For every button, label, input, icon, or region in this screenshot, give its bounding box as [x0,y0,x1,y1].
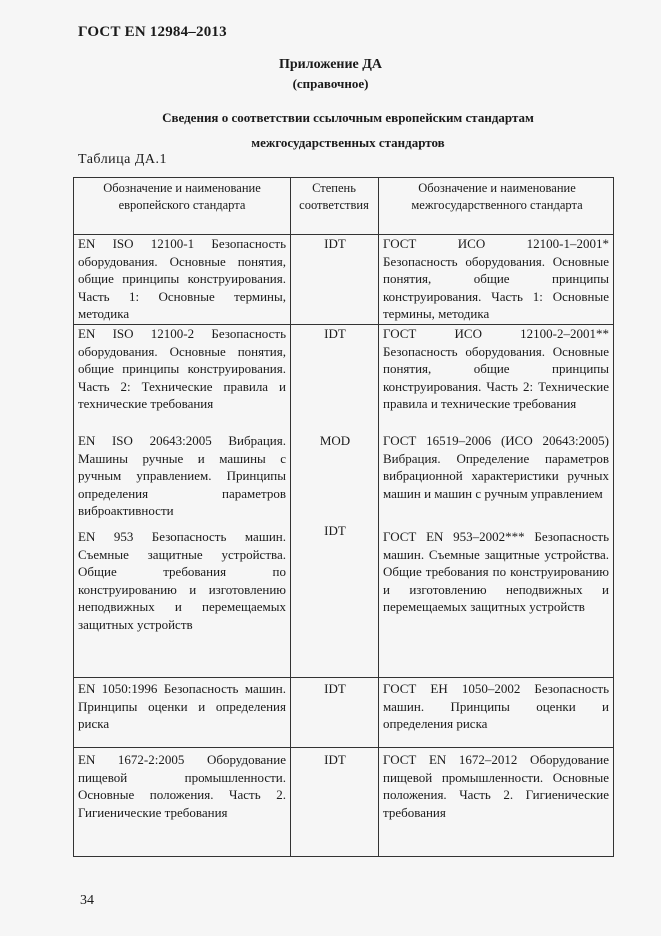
table-cell-degree: IDT [324,523,346,538]
table-cell-european: EN 1050:1996 Безопасность машин. Принципы оценки и определения риска [78,681,286,732]
column-header-interstate: Обозначение и наименование межгосударственного стандарта [411,181,583,212]
document-header: ГОСТ EN 12984–2013 [78,24,227,40]
table-cell-european: EN ISO 12100-2 Безопасность оборудования. Основные понятия, общие принципы конструирования. Часть 2: Технические правила и технические требования [78,326,286,412]
table-cell-european: EN ISO 12100-1 Безопасность оборудования. Основные понятия, общие принципы конструирования. Часть 1: Основные термины, методика [78,236,286,322]
table-cell-interstate: ГОСТ ЕН 1050–2002 Безопасность машин. Принципы оценки и определения риска [383,681,609,732]
annex-subtitle: (справочное) [292,76,369,91]
annex-heading-line-2: межгосударственных стандартов [251,135,445,150]
page-number: 34 [80,893,94,908]
table-cell-degree: IDT [324,326,346,341]
table-cell-degree: IDT [324,752,346,767]
table-cell-interstate: ГОСТ 16519–2006 (ИСО 20643:2005) Вибрация. Определение параметров вибрационной характеристики ручных машин и машин с ручным управлением [383,433,609,501]
column-header-degree: Степень соответствия [299,181,369,212]
table-cell-european: EN 1672-2:2005 Оборудование пищевой промышленности. Основные положения. Часть 2. Гигиенические требования [78,752,286,820]
column-divider [290,178,291,856]
table-cell-interstate: ГОСТ ИСО 12100-2–2001** Безопасность оборудования. Основные понятия, общие принципы конструирования. Часть 2: Технические правила и технические требования [383,326,609,412]
table-cell-interstate: ГОСТ EN 1672–2012 Оборудование пищевой промышленности. Основные положения. Часть 2. Гигиенические требования [383,752,609,820]
annex-heading-line-1: Сведения о соответствии ссылочным европейским стандартам [162,110,534,125]
table-cell-european: EN ISO 20643:2005 Вибрация. Машины ручные и машины с ручным управлением. Принципы определения параметров виброактивности [78,433,286,519]
annex-title: Приложение ДА [278,57,383,72]
table-cell-degree: IDT [324,681,346,696]
row-divider [74,747,613,748]
table-cell-interstate: ГОСТ ИСО 12100-1–2001* Безопасность оборудования. Основные понятия, общие принципы конструирования. Часть 1: Основные термины, методика [383,236,609,322]
column-header-european: Обозначение и наименование европейского стандарта [103,181,261,212]
table-cell-degree: MOD [319,433,351,448]
correspondence-table [73,177,614,857]
table-cell-interstate: ГОСТ EN 953–2002*** Безопасность машин. Съемные защитные устройства. Общие требования по конструированию и изготовлению неподвижных и перемещаемых защитных устройств [383,529,609,615]
column-divider [378,178,379,856]
row-divider [74,677,613,678]
table-cell-european: EN 953 Безопасность машин. Съемные защитные устройства. Общие требования по конструированию и изготовлению неподвижных и перемещаемых защитных устройств [78,529,286,632]
table-caption: Таблица ДА.1 [78,152,168,167]
table-cell-degree: IDT [324,236,346,251]
